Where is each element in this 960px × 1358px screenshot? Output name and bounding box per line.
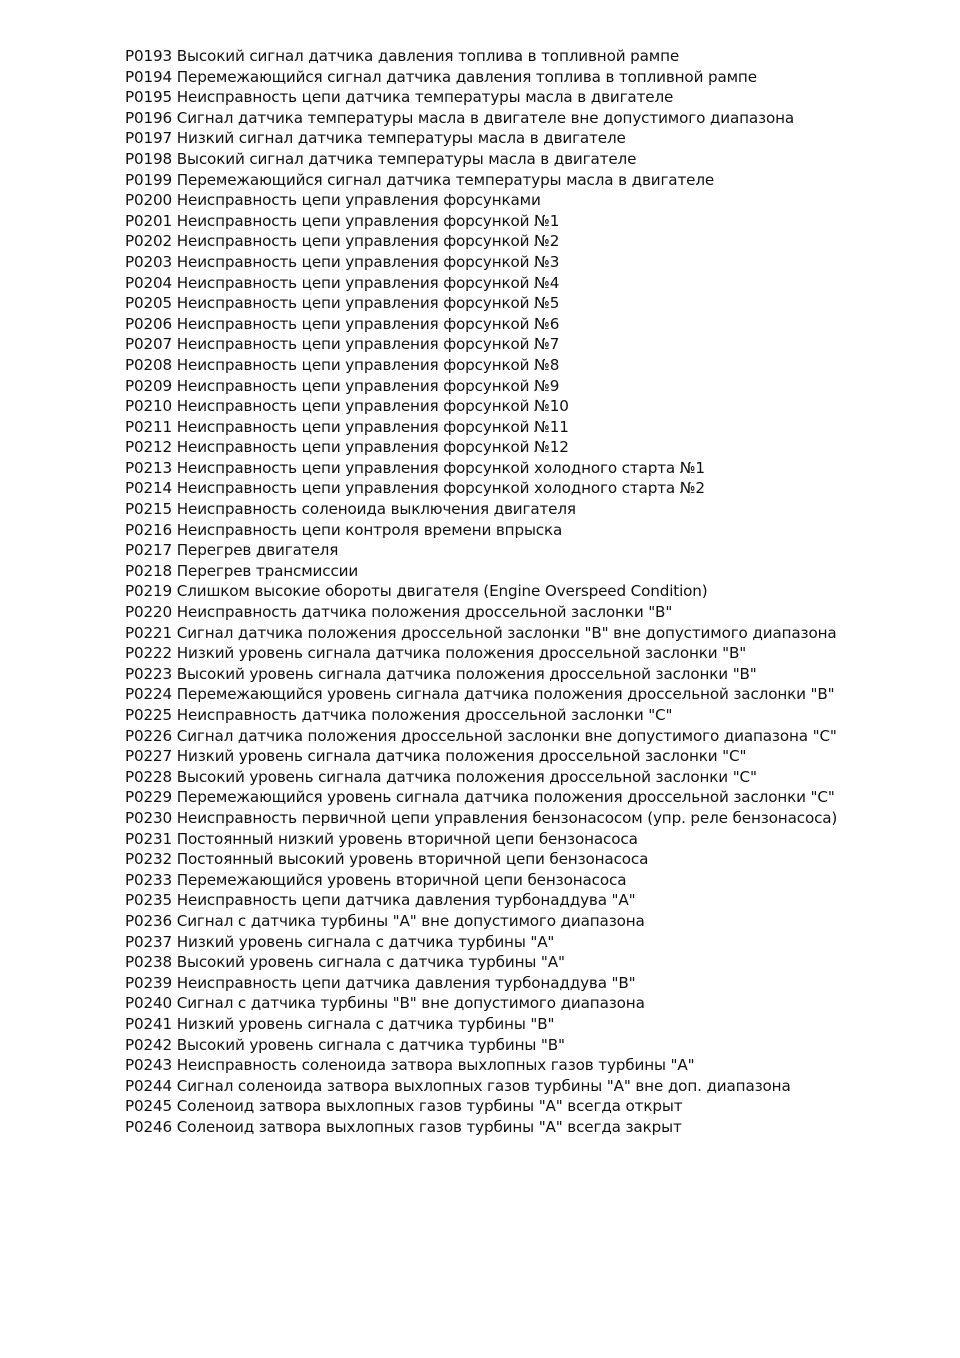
trouble-code: P0205 [125, 294, 173, 313]
trouble-code-description: Неисправность соленоида выключения двигателя [176, 500, 576, 519]
trouble-code: P0236 [125, 911, 173, 930]
trouble-code-entry [125, 355, 890, 376]
trouble-code-description: Неисправность цепи датчика температуры масла в двигателе [176, 88, 674, 107]
trouble-code-description: Неисправность цепи управления форсункой №6 [176, 314, 560, 333]
trouble-code: P0221 [125, 623, 173, 642]
document-page [125, 46, 890, 1137]
trouble-code: P0238 [125, 953, 173, 972]
trouble-code-description: Неисправность цепи управления форсункой №12 [176, 438, 569, 457]
trouble-code-entry [125, 46, 890, 67]
trouble-code-entry [125, 849, 890, 870]
trouble-code-description: Неисправность цепи управления форсункой №7 [176, 335, 560, 354]
trouble-code-description: Низкий сигнал датчика температуры масла в двигателе [176, 129, 626, 148]
trouble-code-description: Неисправность цепи управления форсункой холодного старта №2 [176, 479, 705, 498]
trouble-code-entry [125, 87, 890, 108]
trouble-code: P0235 [125, 891, 173, 910]
trouble-code-description: Неисправность цепи датчика давления турбонаддува "A" [176, 891, 636, 910]
trouble-code: P0232 [125, 850, 173, 869]
trouble-code-description: Сигнал датчика температуры масла в двигателе вне допустимого диапазона [176, 108, 795, 127]
trouble-code: P0229 [125, 788, 173, 807]
trouble-code: P0246 [125, 1117, 173, 1136]
trouble-code-entry [125, 911, 890, 932]
trouble-code-description: Низкий уровень сигнала датчика положения дроссельной заслонки "B" [176, 644, 747, 663]
trouble-code-entry [125, 581, 890, 602]
trouble-code-description: Неисправность цепи контроля времени впрыска [176, 520, 563, 539]
trouble-code-description: Неисправность цепи управления форсункой №3 [176, 252, 560, 271]
trouble-code-entry [125, 231, 890, 252]
trouble-code-description: Слишком высокие обороты двигателя (Engine Overspeed Condition) [176, 582, 708, 601]
trouble-code: P0204 [125, 273, 173, 292]
trouble-code-entry [125, 128, 890, 149]
trouble-code: P0216 [125, 520, 173, 539]
trouble-code-entry [125, 1117, 890, 1138]
trouble-code: P0233 [125, 870, 173, 889]
trouble-code-description: Перемежающийся уровень сигнала датчика положения дроссельной заслонки "C" [176, 788, 835, 807]
trouble-code-entry [125, 540, 890, 561]
trouble-code-description: Соленоид затвора выхлопных газов турбины "A" всегда открыт [176, 1097, 683, 1116]
trouble-code: P0241 [125, 1014, 173, 1033]
trouble-code-entry [125, 458, 890, 479]
trouble-code-entry [125, 890, 890, 911]
trouble-code: P0194 [125, 67, 173, 86]
trouble-code-description: Неисправность цепи управления форсункой №11 [176, 417, 569, 436]
trouble-code-description: Неисправность цепи управления форсункой №8 [176, 355, 560, 374]
trouble-code-description: Постоянный низкий уровень вторичной цепи бензонасоса [176, 829, 638, 848]
trouble-code-entry [125, 767, 890, 788]
trouble-code: P0223 [125, 664, 173, 683]
trouble-code-entry [125, 314, 890, 335]
trouble-code-description: Перегрев трансмиссии [176, 561, 359, 580]
trouble-code-description: Высокий уровень сигнала с датчика турбины "B" [176, 1035, 565, 1054]
trouble-code-description: Неисправность цепи управления форсункой №4 [176, 273, 560, 292]
trouble-code-entry [125, 684, 890, 705]
trouble-code: P0200 [125, 191, 173, 210]
trouble-code-entry [125, 520, 890, 541]
trouble-code-entry [125, 67, 890, 88]
trouble-code: P0220 [125, 603, 173, 622]
trouble-code: P0195 [125, 88, 173, 107]
trouble-code-entry [125, 705, 890, 726]
trouble-code: P0244 [125, 1076, 173, 1095]
trouble-code-entry [125, 623, 890, 644]
trouble-code: P0214 [125, 479, 173, 498]
trouble-code-description: Перемежающийся сигнал датчика температуры масла в двигателе [176, 170, 715, 189]
trouble-code: P0239 [125, 973, 173, 992]
trouble-code: P0245 [125, 1097, 173, 1116]
trouble-code: P0243 [125, 1056, 173, 1075]
trouble-code-description: Неисправность соленоида затвора выхлопных газов турбины "A" [176, 1056, 695, 1075]
trouble-code-entry [125, 1076, 890, 1097]
trouble-code: P0215 [125, 500, 173, 519]
trouble-code-description: Неисправность цепи управления форсункой №9 [176, 376, 560, 395]
trouble-code: P0208 [125, 355, 173, 374]
trouble-code-description: Низкий уровень сигнала с датчика турбины "B" [176, 1014, 555, 1033]
trouble-code-entry [125, 561, 890, 582]
trouble-code-description: Низкий уровень сигнала с датчика турбины "A" [176, 932, 555, 951]
trouble-code: P0227 [125, 747, 173, 766]
trouble-code: P0207 [125, 335, 173, 354]
trouble-code-description: Высокий уровень сигнала датчика положения дроссельной заслонки "C" [176, 767, 757, 786]
trouble-code-entry [125, 437, 890, 458]
trouble-code: P0222 [125, 644, 173, 663]
trouble-code: P0196 [125, 108, 173, 127]
trouble-code-entry [125, 149, 890, 170]
trouble-code: P0211 [125, 417, 173, 436]
trouble-code: P0206 [125, 314, 173, 333]
trouble-code-description: Неисправность цепи управления форсункой №10 [176, 397, 569, 416]
trouble-code: P0212 [125, 438, 173, 457]
trouble-code-description: Постоянный высокий уровень вторичной цепи бензонасоса [176, 850, 649, 869]
trouble-code-entry [125, 602, 890, 623]
trouble-code-description: Неисправность цепи управления форсункой №2 [176, 232, 560, 251]
trouble-code: P0230 [125, 808, 173, 827]
trouble-code: P0193 [125, 47, 173, 65]
trouble-code-description: Сигнал с датчика турбины "B" вне допустимого диапазона [176, 994, 645, 1013]
trouble-code-description: Высокий сигнал датчика давления топлива в топливной рампе [176, 47, 680, 65]
trouble-code-entry [125, 273, 890, 294]
trouble-code-entry [125, 190, 890, 211]
trouble-code: P0218 [125, 561, 173, 580]
trouble-code: P0197 [125, 129, 173, 148]
trouble-code: P0217 [125, 541, 173, 560]
trouble-code-description: Неисправность датчика положения дроссельной заслонки "C" [176, 706, 673, 724]
trouble-code: P0219 [125, 582, 173, 601]
trouble-code: P0201 [125, 211, 173, 230]
trouble-code-entry [125, 664, 890, 685]
trouble-code-entry [125, 1096, 890, 1117]
trouble-code-description: Высокий уровень сигнала с датчика турбины "A" [176, 953, 565, 972]
trouble-code-description: Неисправность цепи управления форсункой №5 [176, 294, 560, 313]
trouble-code-entry [125, 1035, 890, 1056]
trouble-code: P0198 [125, 149, 173, 168]
trouble-code-entry [125, 170, 890, 191]
trouble-code-description: Неисправность первичной цепи управления бензонасосом (упр. реле бензонасоса) [176, 808, 838, 827]
trouble-code-entry [125, 211, 890, 232]
trouble-code-entry [125, 787, 890, 808]
trouble-code-description: Неисправность цепи управления форсункой холодного старта №1 [176, 458, 705, 477]
trouble-code-description: Сигнал с датчика турбины "A" вне допустимого диапазона [176, 911, 645, 930]
trouble-code-entry [125, 746, 890, 767]
trouble-code: P0242 [125, 1035, 173, 1054]
trouble-code-entry [125, 870, 890, 891]
trouble-code-description: Неисправность датчика положения дроссельной заслонки "B" [176, 603, 673, 622]
trouble-code-description: Перемежающийся сигнал датчика давления топлива в топливной рампе [176, 67, 757, 86]
trouble-code-description: Сигнал соленоида затвора выхлопных газов турбины "A" вне доп. диапазона [176, 1076, 791, 1095]
trouble-code-entry [125, 478, 890, 499]
trouble-code-entry [125, 829, 890, 850]
trouble-code-description: Высокий сигнал датчика температуры масла в двигателе [176, 149, 637, 168]
trouble-code: P0226 [125, 726, 173, 745]
trouble-code: P0209 [125, 376, 173, 395]
trouble-code-description: Сигнал датчика положения дроссельной заслонки вне допустимого диапазона "C" [176, 726, 837, 745]
trouble-code-description: Перемежающийся уровень сигнала датчика положения дроссельной заслонки "B" [176, 685, 835, 704]
trouble-code: P0202 [125, 232, 173, 251]
trouble-code-description: Соленоид затвора выхлопных газов турбины "A" всегда закрыт [176, 1117, 682, 1136]
trouble-code-entry [125, 952, 890, 973]
trouble-code-entry [125, 808, 890, 829]
trouble-code-entry [125, 932, 890, 953]
trouble-code: P0203 [125, 252, 173, 271]
trouble-code-entry [125, 1014, 890, 1035]
trouble-code-description: Перегрев двигателя [176, 541, 339, 560]
trouble-code: P0224 [125, 685, 173, 704]
trouble-code-entry [125, 417, 890, 438]
trouble-code: P0228 [125, 767, 173, 786]
trouble-code-description: Неисправность цепи датчика давления турбонаддува "B" [176, 973, 636, 992]
trouble-code-description: Низкий уровень сигнала датчика положения дроссельной заслонки "C" [176, 747, 747, 766]
trouble-code-description: Неисправность цепи управления форсунками [176, 191, 541, 210]
trouble-code: P0210 [125, 397, 173, 416]
trouble-code-description: Сигнал датчика положения дроссельной заслонки "B" вне допустимого диапазона [176, 623, 837, 642]
trouble-code-entry [125, 1055, 890, 1076]
trouble-code-entry [125, 108, 890, 129]
trouble-code-entry [125, 726, 890, 747]
trouble-code-description: Перемежающийся уровень вторичной цепи бензонасоса [176, 870, 627, 889]
trouble-code: P0199 [125, 170, 173, 189]
trouble-code-description: Высокий уровень сигнала датчика положения дроссельной заслонки "B" [176, 664, 757, 683]
trouble-code-entry [125, 993, 890, 1014]
trouble-code: P0237 [125, 932, 173, 951]
trouble-code-entry [125, 643, 890, 664]
trouble-code-entry [125, 499, 890, 520]
trouble-code-description: Неисправность цепи управления форсункой №1 [176, 211, 560, 230]
trouble-code: P0240 [125, 994, 173, 1013]
trouble-code: P0225 [125, 706, 173, 724]
trouble-code-entry [125, 396, 890, 417]
trouble-code: P0231 [125, 829, 173, 848]
trouble-code-entry [125, 376, 890, 397]
trouble-code-entry [125, 252, 890, 273]
trouble-code-entry [125, 293, 890, 314]
trouble-code: P0213 [125, 458, 173, 477]
trouble-code-entry [125, 334, 890, 355]
trouble-code-entry [125, 973, 890, 994]
